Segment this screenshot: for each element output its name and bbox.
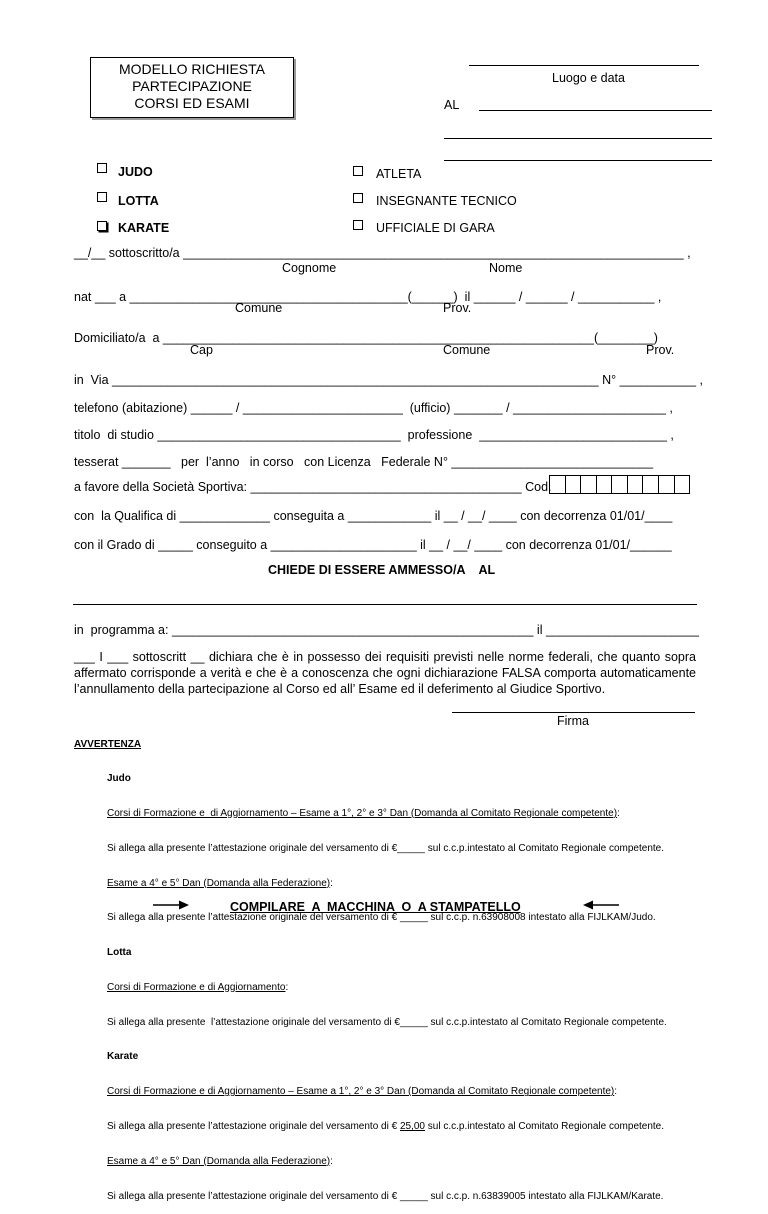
- avvertenza-judo: Judo: [107, 773, 131, 785]
- chiede-heading: CHIEDE DI ESSERE AMMESSO/A AL: [268, 563, 496, 577]
- al-line-2[interactable]: [444, 138, 712, 139]
- luogo-data-label: Luogo e data: [552, 71, 625, 85]
- footer-instruction: COMPILARE A MACCHINA O A STAMPATELLO: [230, 900, 521, 914]
- form-title-line-2: PARTECIPAZIONE: [132, 78, 252, 94]
- luogo-data-line[interactable]: [469, 65, 699, 66]
- avvertenza-judo-line-3: Esame a 4° e 5° Dan (Domanda alla Federazione):: [107, 877, 333, 889]
- field-via[interactable]: in Via ______________________________________________________________________ N° ___________ ,: [74, 373, 704, 387]
- firma-label: Firma: [557, 714, 589, 728]
- checkbox-judo[interactable]: [97, 163, 107, 173]
- avvertenza-block: [107, 750, 667, 1214]
- form-title-line-1: MODELLO RICHIESTA: [119, 61, 265, 77]
- judo-corsi-text: Corsi di Formazione e di Aggiornamento – Esame a 1°, 2° e 3° Dan (Domanda al Comitato Regionale competente): [107, 807, 618, 819]
- dichiarazione-paragraph: ___ I ___ sottoscritt __ dichiara che è in possesso dei requisiti previsti nelle norme federali, che quanto sopra affermato corrisponde a verità e che è a conoscenza che ogni dichiarazione FALSA comporta automaticamente l’annullamento della partecipazione al Corso ed all’ Esame ed il deferimento al Giudice Sportivo.: [74, 650, 696, 696]
- karate-amount: 25,00: [399, 1121, 425, 1132]
- karate-corsi-text: Corsi di Formazione e di Aggiornamento – Esame a 1°, 2° e 3° Dan (Domanda al Comitato Regionale competente): [107, 1086, 615, 1098]
- form-title-box: [90, 57, 294, 118]
- label-prov-nascita: Prov.: [443, 301, 472, 315]
- label-cognome: Cognome: [282, 261, 337, 275]
- avvertenza-judo-line-4: Si allega alla presente l’attestazione originale del versamento di € _____ sul c.c.p. n.63908008 intestato alla FIJLKAM/Judo.: [107, 912, 656, 924]
- field-sottoscritto[interactable]: __/__ sottoscritto/a ________________________________________________________________________ ,: [74, 246, 691, 260]
- lotta-corsi-text: Corsi di Formazione e di Aggiornamento: [107, 981, 286, 993]
- checkbox-insegnante-tecnico[interactable]: [353, 193, 363, 203]
- avvertenza-lotta-line-1: Corsi di Formazione e di Aggiornamento:: [107, 981, 289, 993]
- label-lotta: LOTTA: [118, 194, 159, 208]
- avvertenza-karate: Karate: [107, 1051, 139, 1063]
- field-programma[interactable]: in programma a: ____________________________________________________ il ______________________: [74, 623, 699, 637]
- avvertenza-title: AVVERTENZA: [74, 739, 142, 750]
- avvertenza-karate-line-4: Si allega alla presente l’attestazione originale del versamento di € _____ sul c.c.p. n.63839005 intestato alla FIJLKAM/Karate.: [107, 1190, 664, 1202]
- label-cap: Cap: [190, 343, 213, 357]
- label-comune-domicilio: Comune: [443, 343, 491, 357]
- field-qualifica[interactable]: con la Qualifica di _____________ conseguita a ____________ il __ / __/ ____ con decorrenza 01/01/____: [74, 509, 673, 523]
- al-line-1[interactable]: [479, 110, 712, 111]
- label-comune-nascita: Comune: [235, 301, 283, 315]
- checkbox-atleta[interactable]: [353, 166, 363, 176]
- karate-esame-text: Esame a 4° e 5° Dan (Domanda alla Federazione): [107, 1155, 331, 1167]
- arrow-right-icon: [153, 899, 189, 911]
- avvertenza-karate-line-1: Corsi di Formazione e di Aggiornamento – Esame a 1°, 2° e 3° Dan (Domanda al Comitato Regionale competente):: [107, 1086, 618, 1098]
- label-nome: Nome: [489, 261, 523, 275]
- field-domiciliato[interactable]: Domiciliato/a a ______________________________________________________________(________): [74, 331, 658, 345]
- avvertenza-lotta-line-2: Si allega alla presente l’attestazione originale del versamento di €_____ sul c.c.p.intestato al Comitato Regionale competente.: [107, 1016, 667, 1028]
- checkbox-ufficiale-di-gara[interactable]: [353, 220, 363, 230]
- field-tesserato[interactable]: tesserat _______ per l’anno in corso con Licenza Federale N° _____________________________: [74, 455, 654, 469]
- field-grado[interactable]: con il Grado di _____ conseguito a _____________________ il __ / __/ ____ con decorrenza 01/01/______: [74, 538, 672, 552]
- label-judo: JUDO: [118, 165, 153, 179]
- codice-societa-boxes[interactable]: [549, 475, 690, 494]
- field-societa[interactable]: a favore della Società Sportiva: _______________________________________ Cod.: [74, 480, 552, 494]
- avvertenza-karate-line-3: Esame a 4° e 5° Dan (Domanda alla Federazione):: [107, 1155, 333, 1167]
- label-insegnante-tecnico: INSEGNANTE TECNICO: [376, 194, 517, 208]
- arrow-left-icon: [583, 899, 619, 911]
- judo-esame-text: Esame a 4° e 5° Dan (Domanda alla Federazione): [107, 877, 331, 889]
- al-line-3[interactable]: [444, 160, 712, 161]
- checkbox-karate[interactable]: [97, 221, 107, 231]
- karate-amount-suffix: sul c.c.p.intestato al Comitato Regionale competente.: [425, 1121, 665, 1132]
- field-nato[interactable]: nat ___ a ________________________________________(______) il ______ / ______ / ___________ ,: [74, 290, 662, 304]
- al-label: AL: [444, 98, 460, 112]
- avvertenza-karate-line-2: [107, 1121, 667, 1133]
- label-prov-domicilio: Prov.: [646, 343, 675, 357]
- label-karate: KARATE: [118, 221, 170, 235]
- avvertenza-lotta: Lotta: [107, 947, 132, 959]
- avvertenza-judo-line-2: Si allega alla presente l’attestazione originale del versamento di €_____ sul c.c.p.intestato al Comitato Regionale competente.: [107, 842, 665, 854]
- form-title-line-3: CORSI ED ESAMI: [134, 95, 250, 111]
- chiede-line[interactable]: [73, 604, 697, 605]
- label-atleta: ATLETA: [376, 167, 422, 181]
- avvertenza-judo-line-1: Corsi di Formazione e di Aggiornamento – Esame a 1°, 2° e 3° Dan (Domanda al Comitato Regionale competente):: [107, 807, 620, 819]
- field-titolo-studio[interactable]: titolo di studio ___________________________________ professione ___________________________ ,: [74, 428, 674, 442]
- label-ufficiale-di-gara: UFFICIALE DI GARA: [376, 221, 495, 235]
- karate-amount-prefix: Si allega alla presente l’attestazione originale del versamento di €: [107, 1121, 400, 1132]
- checkbox-lotta[interactable]: [97, 192, 107, 202]
- field-telefono[interactable]: telefono (abitazione) ______ / _______________________ (ufficio) _______ / ______________________ ,: [74, 401, 673, 415]
- firma-line[interactable]: [452, 712, 695, 713]
